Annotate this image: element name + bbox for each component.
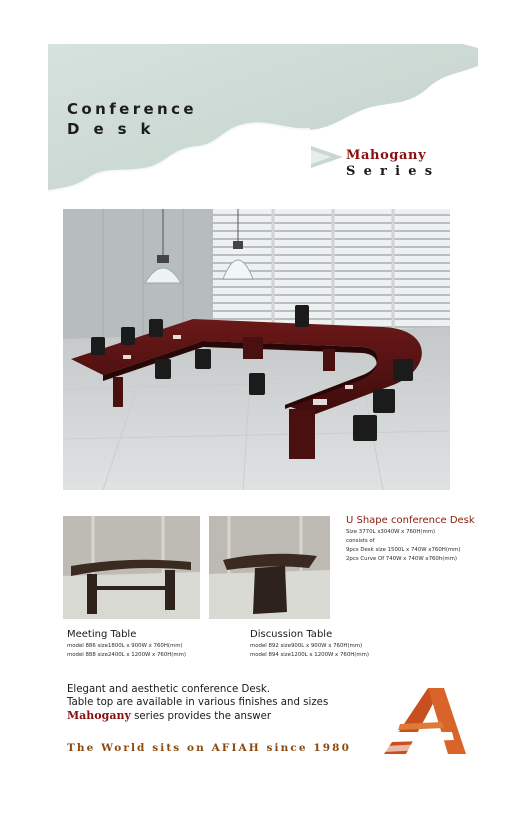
u-shape-specs	[346, 528, 461, 564]
spec-line: consists of	[346, 538, 375, 544]
description	[67, 683, 328, 723]
arrow-icon	[311, 146, 343, 168]
discussion-table-specs	[250, 642, 369, 660]
brand-name: Mahogany	[67, 709, 131, 722]
spec-line: Size 3770L x3040W x 760H(mm)	[346, 529, 436, 535]
spec-line: 9pcs Desk size 1500L x 740W x760H(mm)	[346, 547, 461, 553]
discussion-table-title: Discussion Table	[250, 629, 333, 640]
u-shape-desk-photo	[63, 209, 450, 490]
meeting-table-specs	[67, 642, 186, 660]
spec-line: model 892 size900L x 900W x 760H(mm)	[250, 643, 363, 649]
description-line3-rest: series provides the answer	[130, 711, 272, 722]
u-shape-title: U Shape conference Desk	[346, 515, 475, 526]
spec-line: model 888 size2400L x 1200W x 760H(mm)	[67, 652, 187, 658]
description-line3	[67, 709, 328, 723]
series-name: Mahogany	[346, 148, 427, 163]
series-word: Series	[346, 164, 441, 179]
description-line2: Table top are available in various finishes and sizes	[67, 697, 329, 708]
discussion-table-photo	[209, 516, 330, 619]
spec-line: model 886 size1800L x 900W x 760H(mm)	[67, 643, 183, 649]
meeting-table-title: Meeting Table	[67, 629, 137, 640]
spec-line: model 894 size1200L x 1200W x 760H(mm)	[250, 652, 370, 658]
afiah-logo	[384, 688, 466, 754]
meeting-table-photo	[63, 516, 200, 619]
page-title-line1: Conference	[67, 100, 198, 118]
tagline: The World sits on AFIAH since 1980	[67, 742, 351, 754]
page-title-line2: Desk	[67, 120, 165, 138]
spec-line: 2pcs Curve Of 740W x 740W x760h(mm)	[346, 556, 457, 562]
description-line1: Elegant and aesthetic conference Desk.	[67, 684, 271, 695]
